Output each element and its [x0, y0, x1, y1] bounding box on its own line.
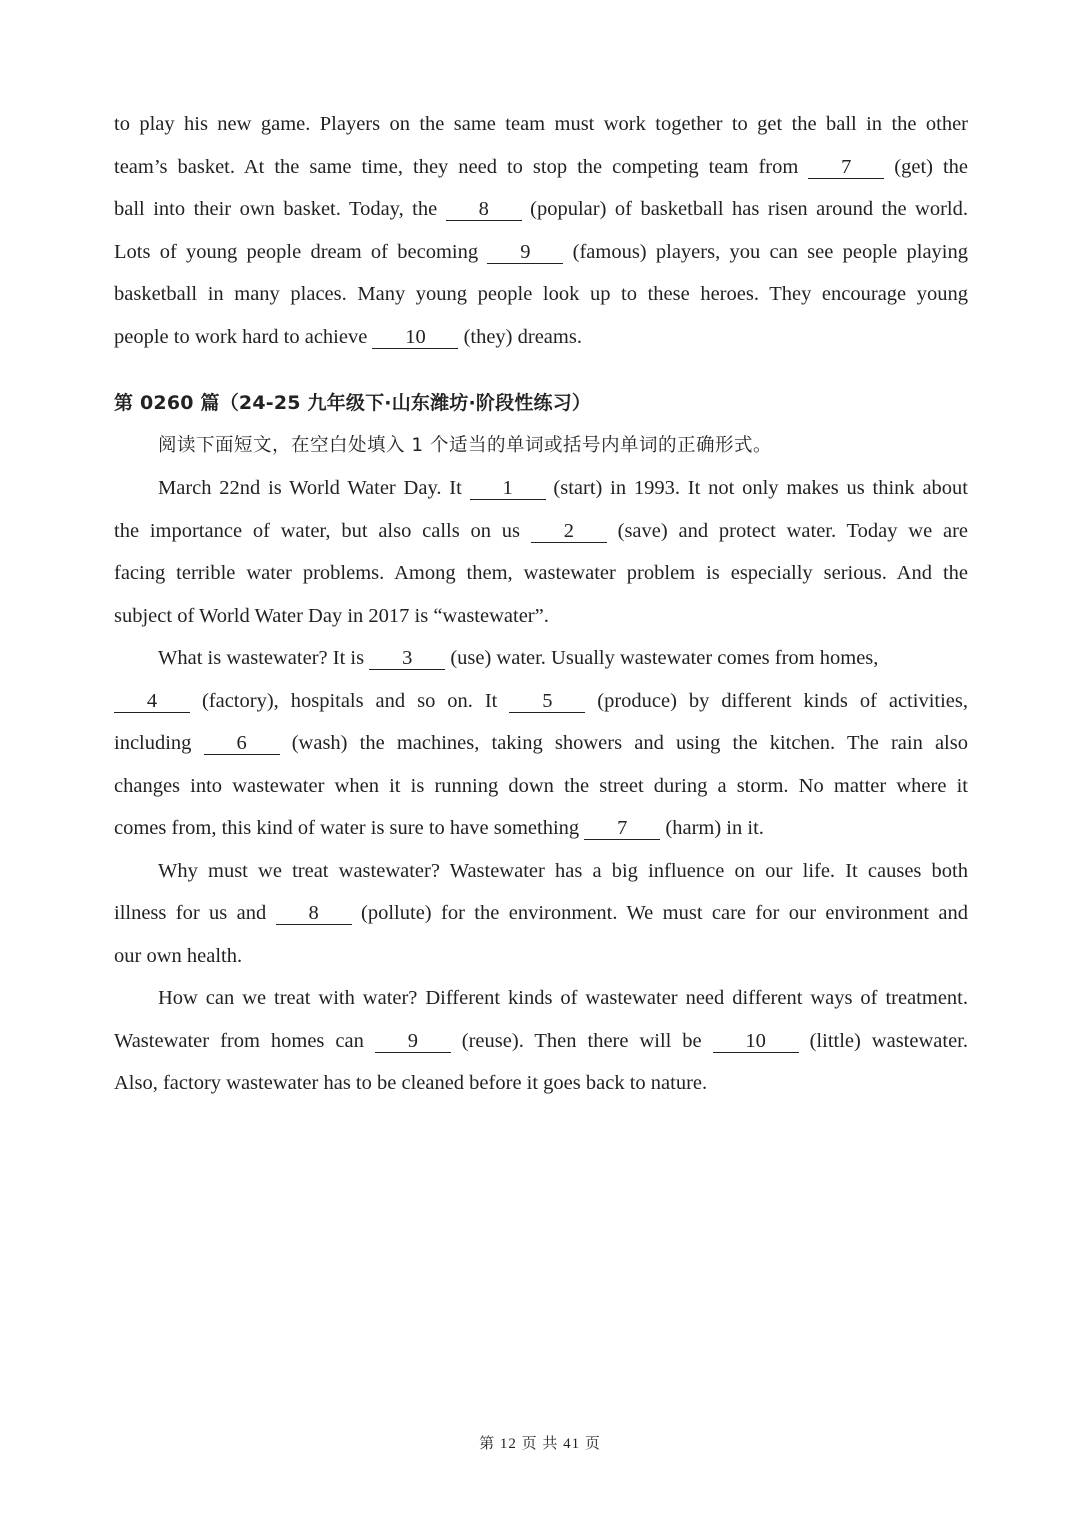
- text-line: [114, 552, 968, 595]
- text-segment: Why must we treat wastewater? Wastewater has a big influence on our life. It causes both: [158, 859, 968, 882]
- text-segment: (produce) by different kinds of activities,: [585, 689, 968, 712]
- text-line: [114, 231, 968, 274]
- text-segment: (use) water. Usually wastewater comes from homes,: [445, 647, 879, 669]
- page-number-footer: 第 12 页 共 41 页: [479, 1436, 601, 1452]
- text-segment: What is wastewater? It is: [158, 647, 370, 669]
- text-segment: to play his new game. Players on the same team must work together to get the ball in the other: [114, 113, 968, 135]
- text-segment: March 22nd is World Water Day. It: [158, 477, 470, 499]
- text-line: [114, 510, 968, 553]
- text-line: [114, 637, 968, 680]
- text-segment: Also, factory wastewater has to be cleaned before it goes back to nature.: [114, 1072, 708, 1094]
- document-page: [114, 103, 968, 1105]
- previous-passage-text: [114, 103, 968, 358]
- text-segment: (pollute) for the environment. We must care for our environment and: [351, 902, 969, 924]
- text-line: [114, 188, 968, 231]
- passage-heading: 第 0260 篇（24-25 九年级下·山东潍坊·阶段性练习）: [114, 392, 592, 414]
- passage-0260-text: [114, 467, 968, 1105]
- blank-3[interactable]: 3: [369, 647, 445, 670]
- blank-9[interactable]: 9: [375, 1030, 451, 1053]
- text-line: [114, 467, 968, 510]
- text-segment: facing terrible water problems. Among them, wastewater problem is especially serious. And the: [114, 562, 968, 584]
- blank-8[interactable]: 8: [276, 902, 352, 925]
- blank-1[interactable]: 1: [470, 477, 546, 500]
- text-line: [114, 765, 968, 808]
- text-segment: people to work hard to achieve: [114, 325, 373, 348]
- text-line: [114, 103, 968, 146]
- text-segment: illness for us and: [114, 902, 276, 924]
- text-segment: (wash) the machines, taking showers and using the kitchen. The rain also: [279, 732, 968, 754]
- text-segment: (famous) players, you can see people playing: [563, 240, 968, 263]
- text-segment: (start) in 1993. It not only makes us think about: [545, 477, 968, 499]
- text-line: [114, 1062, 968, 1105]
- text-line: [114, 807, 968, 850]
- text-segment: (save) and protect water. Today we are: [606, 519, 969, 542]
- text-segment: (factory), hospitals and so on. It: [190, 689, 510, 712]
- text-segment: the importance of water, but also calls on us: [114, 519, 531, 542]
- text-line: [114, 680, 968, 723]
- blank-9[interactable]: 9: [487, 241, 563, 264]
- blank-10[interactable]: 10: [713, 1030, 799, 1053]
- text-segment: including: [114, 732, 204, 754]
- blank-5[interactable]: 5: [509, 690, 585, 713]
- text-line: [114, 1020, 968, 1063]
- text-segment: comes from, this kind of water is sure to have something: [114, 817, 585, 839]
- text-segment: (reuse). Then there will be: [450, 1029, 713, 1052]
- blank-4[interactable]: 4: [114, 690, 190, 713]
- text-segment: subject of World Water Day in 2017 is “wastewater”.: [114, 604, 549, 627]
- text-line: [114, 316, 968, 359]
- text-line: [114, 722, 968, 765]
- text-line: [114, 935, 968, 978]
- blank-7[interactable]: 7: [808, 156, 884, 179]
- text-segment: Lots of young people dream of becoming: [114, 240, 488, 263]
- text-segment: (popular) of basketball has risen around the world.: [521, 198, 968, 220]
- text-segment: (little) wastewater.: [798, 1029, 968, 1052]
- blank-6[interactable]: 6: [204, 732, 280, 755]
- blank-7[interactable]: 7: [584, 817, 660, 840]
- text-segment: How can we treat with water? Different kinds of wastewater need different ways of treatment.: [158, 987, 968, 1009]
- text-line: [114, 146, 968, 189]
- text-segment: team’s basket. At the same time, they need to stop the competing team from: [114, 155, 809, 178]
- text-line: [114, 892, 968, 935]
- text-line: [114, 273, 968, 316]
- text-segment: basketball in many places. Many young people look up to these heroes. They encourage young: [114, 283, 968, 305]
- text-segment: (get) the: [884, 155, 968, 178]
- text-segment: our own health.: [114, 944, 243, 967]
- blank-10[interactable]: 10: [372, 326, 458, 349]
- blank-2[interactable]: 2: [531, 520, 607, 543]
- text-segment: changes into wastewater when it is running down the street during a storm. No matter where it: [114, 774, 968, 797]
- text-segment: (they) dreams.: [458, 325, 582, 348]
- text-line: [114, 850, 968, 893]
- passage-instruction: 阅读下面短文，在空白处填入 1 个适当的单词或括号内单词的正确形式。: [158, 434, 773, 456]
- text-segment: (harm) in it.: [660, 817, 764, 839]
- text-line: [114, 595, 968, 638]
- text-line: [114, 977, 968, 1020]
- blank-8[interactable]: 8: [446, 198, 522, 221]
- text-segment: Wastewater from homes can: [114, 1029, 375, 1052]
- text-segment: ball into their own basket. Today, the: [114, 198, 446, 220]
